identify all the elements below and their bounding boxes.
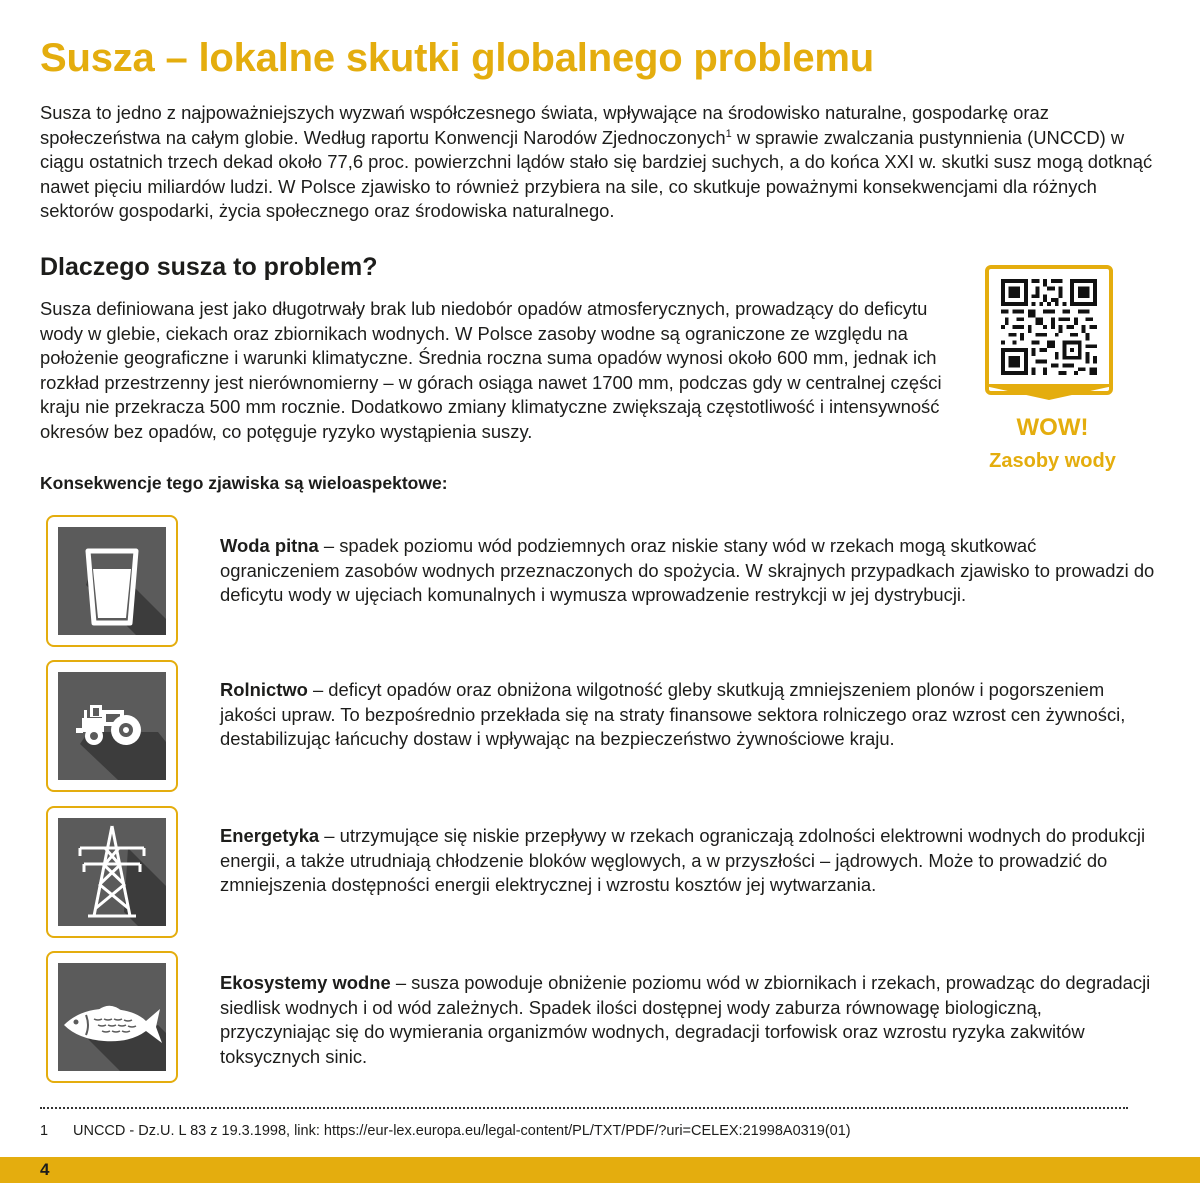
item-text: – spadek poziomu wód podziemnych oraz niskie stany wód w rzekach mogą skutkować ograniczeniem zasobów wodnych przeznaczonych do spożycia. W skrajnych przypadkach zjawisko to prowadzi do deficytu wody w ujęciach komunalnych i wymusza wprowadzenie restrykcji w jej dystrybucji.: [220, 535, 1155, 606]
tractor-icon: [58, 672, 166, 780]
page-number: 4: [40, 1160, 50, 1179]
item-title: Rolnictwo: [220, 679, 308, 700]
section-heading: Dlaczego susza to problem?: [40, 253, 378, 281]
intro-paragraph: [40, 101, 1160, 224]
power-pylon-icon: [58, 818, 166, 926]
page-title: Susza – lokalne skutki globalnego problemu: [40, 36, 875, 80]
qr-caption: Zasoby wody: [989, 450, 1116, 472]
footnote-number: 1: [40, 1123, 49, 1139]
item-text: – utrzymujące się niskie przepływy w rzekach ograniczają zdolności elektrowni wodnych do produkcji energii, a także utrudniają chłodzenie bloków węglowych, a w przyszłości – jądrowych. Może to prowadzić do zmniejszenia dostępności energii elektrycznej i wzrostu kosztów jej wytwarzania.: [220, 825, 1146, 896]
footnote-divider: [40, 1107, 1128, 1109]
item-description: [220, 534, 1155, 608]
item-title: Ekosystemy wodne: [220, 972, 391, 993]
icon-frame: [46, 515, 178, 647]
qr-code-icon: [1001, 279, 1097, 375]
item-text: – deficyt opadów oraz obniżona wilgotność gleby skutkują zmniejszeniem plonów i pogorszeniem jakości upraw. To bezpośrednio przekłada się na straty finansowe sektora rolniczego oraz wzrost cen żywności, destabilizując łańcuchy dostaw i wpływając na bezpieczeństwo żywnościowe kraju.: [220, 679, 1126, 750]
item-text: – susza powoduje obniżenie poziomu wód w zbiornikach i rzekach, prowadząc do degradacji siedlisk wodnych i od wód zależnych. Spadek ilości dostępnej wody zaburza równowagę biologiczną, przyczyniając się do wymierania organizmów wodnych, degradacji torfowisk oraz wzrostu ryzyka zakwitów toksycznych sinic.: [220, 972, 1151, 1067]
icon-frame: [46, 660, 178, 792]
item-description: [220, 824, 1155, 898]
icon-frame: [46, 806, 178, 938]
qr-code-box[interactable]: [985, 265, 1113, 395]
section-paragraph: Susza definiowana jest jako długotrwały brak lub niedobór opadów atmosferycznych, prowadzący do deficytu wody w glebie, ciekach oraz zbiornikach wodnych. W Polsce zasoby wodne są ograniczone ze względu na położenie geograficzne i warunki klimatyczne. Średnia roczna suma opadów wynosi około 600 mm, jednak ich rozkład przestrzenny jest nierównomierny – w górach osiąga nawet 1700 mm, podczas gdy w centralnej części kraju nie przekracza 500 mm rocznie. Dodatkowo zmiany klimatyczne zwiększają częstotliwość i intensywność okresów bez opadów, co potęguje ryzyko wystąpienia suszy.: [40, 298, 942, 442]
icon-frame: [46, 951, 178, 1083]
wow-label: WOW!: [1016, 414, 1089, 441]
consequences-heading: Konsekwencje tego zjawiska są wieloaspektowe:: [40, 473, 448, 493]
drinking-glass-icon: [58, 527, 166, 635]
item-description: [220, 678, 1155, 752]
item-title: Woda pitna: [220, 535, 319, 556]
footnote-reference[interactable]: 1: [725, 127, 732, 140]
footer-bar: [0, 1157, 1200, 1183]
intro-text-part-1: Susza to jedno z najpoważniejszych wyzwań współczesnego świata, wpływające na środowisko naturalne, gospodarkę oraz społeczeństwa na całym globie. Według raportu Konwencji Narodów Zjednoczonych: [40, 102, 1049, 148]
intro-text-part-2: w sprawie zwalczania pustynnienia (UNCCD) w ciągu ostatnich trzech dekad około 77,6 proc. powierzchni lądów stało się bardziej suchych, a do końca XXI w. skutki susz mogą dotknąć nawet pięciu miliardów ludzi. W Polsce zjawisko to również przybiera na sile, co skutkuje poważnymi konsekwencjami dla różnych sektorów gospodarki, życia społecznego oraz środowiska naturalnego.: [40, 126, 1153, 222]
fish-icon: [58, 963, 166, 1071]
footnote-text[interactable]: UNCCD - Dz.U. L 83 z 19.3.1998, link: https://eur-lex.europa.eu/legal-content/PL/TXT/PDF/?uri=CELEX:21998A0319(01): [73, 1123, 851, 1139]
qr-pointer-icon: [985, 384, 1113, 400]
item-title: Energetyka: [220, 825, 320, 846]
footnote: [40, 1123, 851, 1139]
item-description: [220, 971, 1155, 1069]
